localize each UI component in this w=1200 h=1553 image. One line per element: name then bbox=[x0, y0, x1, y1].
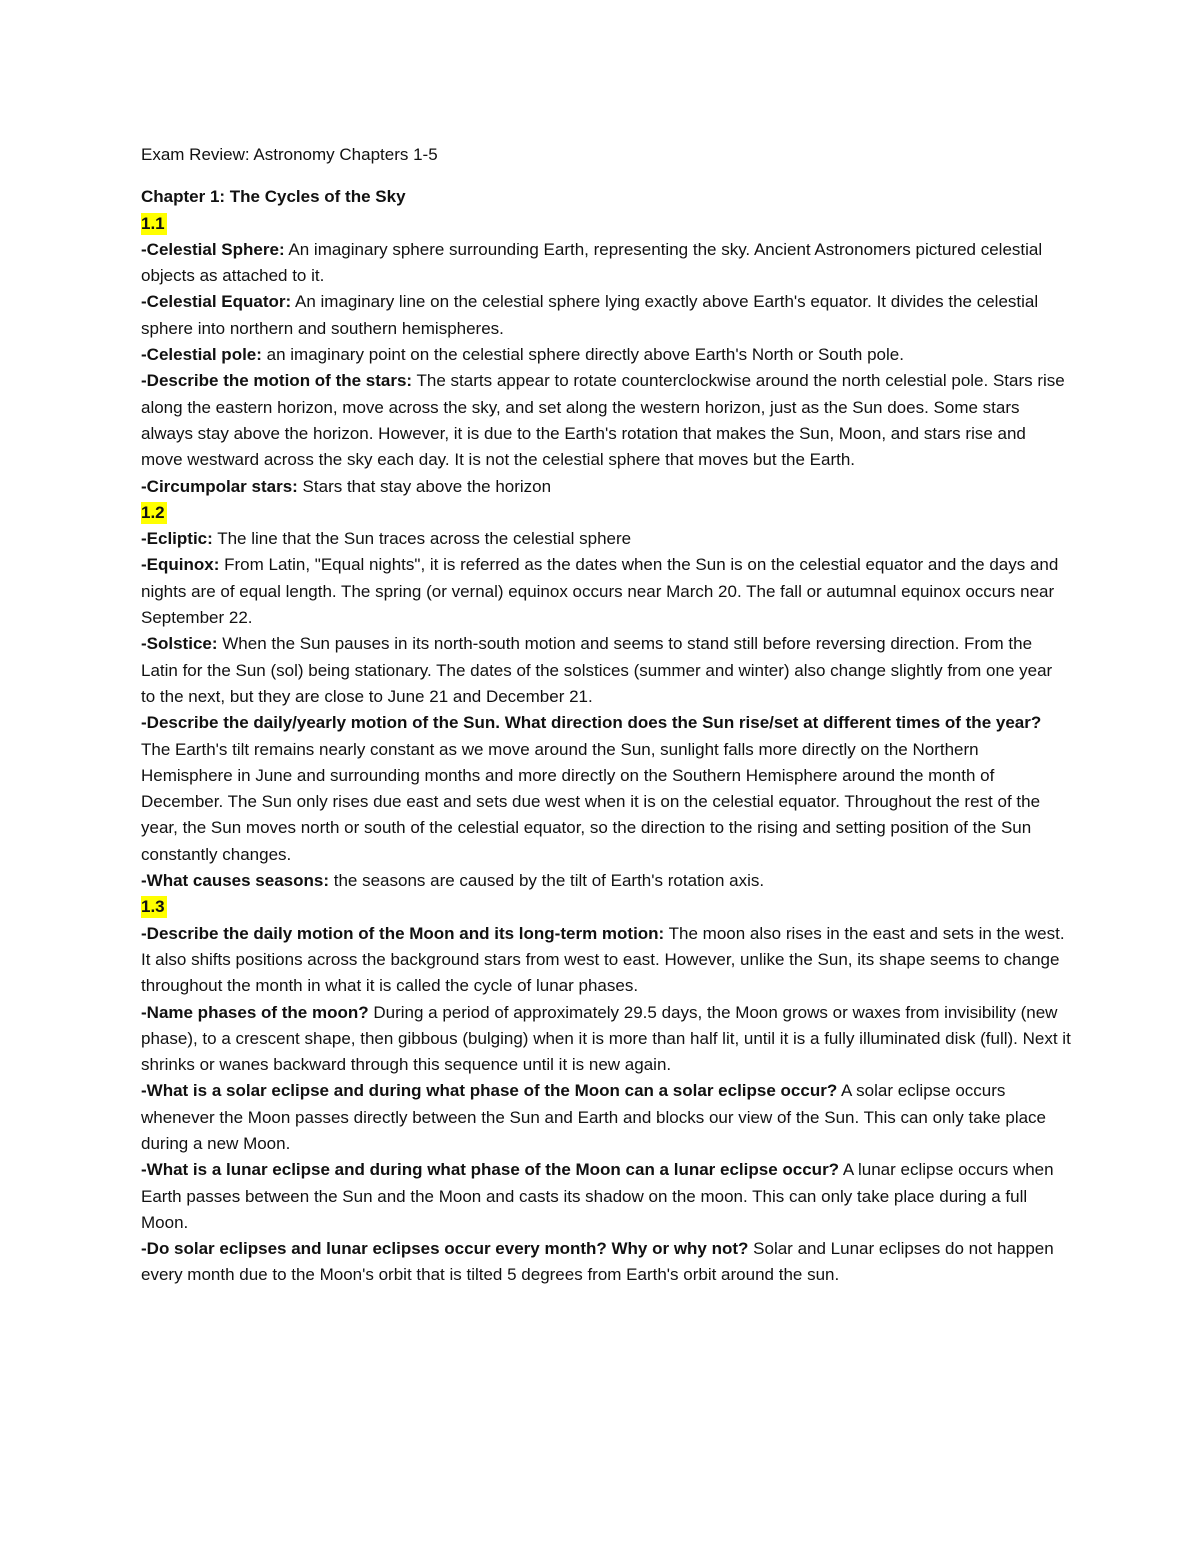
entry-term: -Celestial pole: bbox=[141, 345, 262, 365]
glossary-entry bbox=[141, 1078, 1071, 1157]
entry-text: Solar and Lunar eclipses do not happen every month due to the Moon's orbit that is tilted 5 degrees from Earth's orbit around the sun. bbox=[141, 1239, 1054, 1285]
section-label: 1.3 bbox=[141, 897, 165, 917]
entry-text: the seasons are caused by the tilt of Earth's rotation axis. bbox=[329, 871, 765, 891]
entry-text: Stars that stay above the horizon bbox=[297, 476, 552, 496]
entry-term: -Equinox: bbox=[141, 555, 220, 575]
entry-text: During a period of approximately 29.5 days, the Moon grows or waxes from invisibility (new phase), to a crescent shape, then gibbous (bulging) when it is more than half lit, until it is a fully illuminated disk (full). Next it shrinks or wanes backward through this sequence until it is new again. bbox=[141, 1002, 1071, 1075]
glossary-entry bbox=[141, 474, 1071, 500]
entry-term: -Solstice: bbox=[141, 634, 218, 654]
section-label-row bbox=[141, 500, 1071, 526]
entry-text: The Earth's tilt remains nearly constant as we move around the Sun, sunlight falls more directly on the Northern Hemisphere in June and surrounding months and more directly on the Southern Hemisphere around the month of December. The Sun only rises due east and sets due west when it is on the celestial equator. Throughout the rest of the year, the Sun moves north or south of the celestial equator, so the direction to the rising and setting position of the Sun constantly changes. bbox=[141, 739, 1041, 864]
glossary-entry bbox=[141, 921, 1071, 1000]
entry-text: An imaginary line on the celestial sphere lying exactly above Earth's equator. It divides the celestial sphere into northern and southern hemispheres. bbox=[141, 292, 1039, 338]
section-label: 1.1 bbox=[141, 213, 165, 233]
glossary-entry bbox=[141, 1000, 1071, 1079]
chapter-heading: Chapter 1: The Cycles of the Sky bbox=[141, 187, 406, 207]
entry-term: -Celestial Sphere: bbox=[141, 239, 285, 259]
entry-text: The starts appear to rotate counterclockwise around the north celestial pole. Stars rise along the eastern horizon, move across the sky, and set along the western horizon, just as the Sun does. Some stars always stay above the horizon. However, it is due to the Earth's rotation that makes the Sun, Moon, and stars rise and move westward across the sky each day. It is not the celestial sphere that moves but the Earth. bbox=[141, 371, 1065, 470]
document-body bbox=[141, 142, 1071, 1289]
glossary-entry bbox=[141, 1236, 1071, 1289]
entry-term: -Circumpolar stars: bbox=[141, 476, 298, 496]
glossary-entry bbox=[141, 631, 1071, 710]
glossary-entry bbox=[141, 237, 1071, 290]
entry-text: an imaginary point on the celestial sphere directly above Earth's North or South pole. bbox=[261, 345, 904, 365]
entry-term: -What is a solar eclipse and during what phase of the Moon can a solar eclipse occur? bbox=[141, 1081, 838, 1101]
entry-term: -Name phases of the moon? bbox=[141, 1002, 369, 1022]
glossary-entry bbox=[141, 1157, 1071, 1236]
entry-term: -Describe the daily/yearly motion of the Sun. What direction does the Sun rise/set at different times of the year? bbox=[141, 713, 1042, 733]
entry-term: -Do solar eclipses and lunar eclipses occur every month? Why or why not? bbox=[141, 1239, 749, 1259]
entry-text: An imaginary sphere surrounding Earth, representing the sky. Ancient Astronomers pictured celestial objects as attached to it. bbox=[141, 239, 1043, 286]
section-label: 1.2 bbox=[141, 502, 165, 522]
glossary-entry bbox=[141, 289, 1071, 342]
entry-term: -Celestial Equator: bbox=[141, 292, 292, 312]
glossary-entry bbox=[141, 552, 1071, 631]
entry-text: The line that the Sun traces across the celestial sphere bbox=[212, 529, 632, 549]
entry-term: -Describe the motion of the stars: bbox=[141, 371, 413, 391]
entry-term: -What is a lunar eclipse and during what phase of the Moon can a lunar eclipse occur? bbox=[141, 1160, 840, 1180]
entry-text: The moon also rises in the east and sets in the west. It also shifts positions across the background stars from west to east. However, unlike the Sun, its shape seems to change throughout the month in what it is called the cycle of lunar phases. bbox=[141, 923, 1065, 996]
section-label-row bbox=[141, 211, 1071, 237]
entry-text: When the Sun pauses in its north-south motion and seems to stand still before reversing direction. From the Latin for the Sun (sol) being stationary. The dates of the solstices (summer and winter) also change slightly from one year to the next, but they are close to June 21 and December 21. bbox=[141, 634, 1053, 706]
glossary-entry bbox=[141, 868, 1071, 894]
entry-term: -Describe the daily motion of the Moon and its long-term motion: bbox=[141, 923, 665, 943]
document-title: Exam Review: Astronomy Chapters 1-5 bbox=[141, 145, 438, 164]
glossary-entry bbox=[141, 710, 1071, 868]
glossary-entry bbox=[141, 526, 1071, 552]
entry-text: A lunar eclipse occurs when Earth passes between the Sun and the Moon and casts its shadow on the moon. This can only take place during a full Moon. bbox=[141, 1160, 1054, 1232]
entry-text: A solar eclipse occurs whenever the Moon passes directly between the Sun and Earth and blocks our view of the Sun. This can only take place during a new Moon. bbox=[141, 1081, 1047, 1153]
entry-term: -What causes seasons: bbox=[141, 871, 330, 891]
glossary-entry bbox=[141, 368, 1071, 473]
entry-text: From Latin, "Equal nights", it is referred as the dates when the Sun is on the celestial equator and the days and nights are of equal length. The spring (or vernal) equinox occurs near March 20. The fall or autumnal equinox occurs near September 22. bbox=[141, 555, 1059, 628]
entry-term: -Ecliptic: bbox=[141, 529, 213, 549]
section-label-row bbox=[141, 894, 1071, 920]
glossary-entry bbox=[141, 342, 1071, 368]
